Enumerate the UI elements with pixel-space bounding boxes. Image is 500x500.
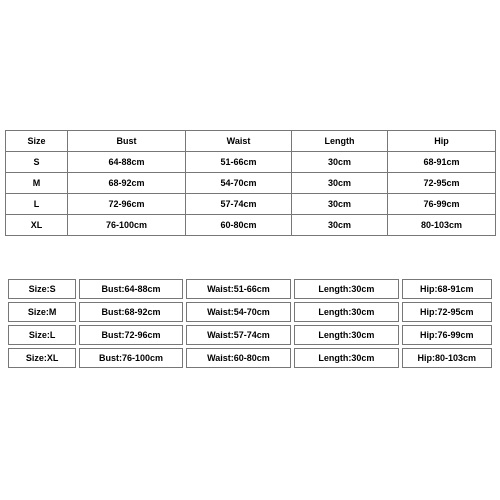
cell-bust: 76-100cm [68,215,186,236]
cell-waist: 60-80cm [186,215,292,236]
cell-size: Size:M [8,302,76,322]
header-length: Length [292,131,388,152]
cell-waist: 54-70cm [186,173,292,194]
cell-hip: 80-103cm [388,215,496,236]
cell-hip: 68-91cm [388,152,496,173]
cell-waist: 51-66cm [186,152,292,173]
cell-bust: Bust:68-92cm [79,302,182,322]
header-size: Size [6,131,68,152]
cell-length: Length:30cm [294,348,398,368]
cell-size: L [6,194,68,215]
cell-hip: Hip:72-95cm [402,302,492,322]
cell-size: XL [6,215,68,236]
cell-hip: Hip:80-103cm [402,348,492,368]
header-waist: Waist [186,131,292,152]
table-row [8,279,492,299]
cell-length: 30cm [292,173,388,194]
cell-bust: 64-88cm [68,152,186,173]
table-row [8,302,492,322]
cell-hip: Hip:76-99cm [402,325,492,345]
cell-length: 30cm [292,152,388,173]
table-row [8,325,492,345]
cell-length: Length:30cm [294,325,398,345]
cell-bust: Bust:64-88cm [79,279,182,299]
cell-bust: Bust:76-100cm [79,348,182,368]
cell-hip: 76-99cm [388,194,496,215]
cell-hip: Hip:68-91cm [402,279,492,299]
cell-bust: 72-96cm [68,194,186,215]
cell-waist: Waist:51-66cm [186,279,291,299]
cell-size: Size:S [8,279,76,299]
table-row [6,173,496,194]
table-header-row [6,131,496,152]
cell-size: Size:XL [8,348,76,368]
cell-bust: 68-92cm [68,173,186,194]
cell-waist: 57-74cm [186,194,292,215]
cell-waist: Waist:57-74cm [186,325,291,345]
cell-length: 30cm [292,215,388,236]
table-row [6,194,496,215]
cell-length: Length:30cm [294,302,398,322]
cell-length: 30cm [292,194,388,215]
cell-bust: Bust:72-96cm [79,325,182,345]
cell-waist: Waist:60-80cm [186,348,291,368]
cell-hip: 72-95cm [388,173,496,194]
header-hip: Hip [388,131,496,152]
cell-waist: Waist:54-70cm [186,302,291,322]
header-bust: Bust [68,131,186,152]
table-row [8,348,492,368]
table-row [6,152,496,173]
cell-size: Size:L [8,325,76,345]
cell-size: M [6,173,68,194]
cell-size: S [6,152,68,173]
table-row [6,215,496,236]
size-chart-table [5,130,496,236]
size-label-table [5,276,495,371]
cell-length: Length:30cm [294,279,398,299]
